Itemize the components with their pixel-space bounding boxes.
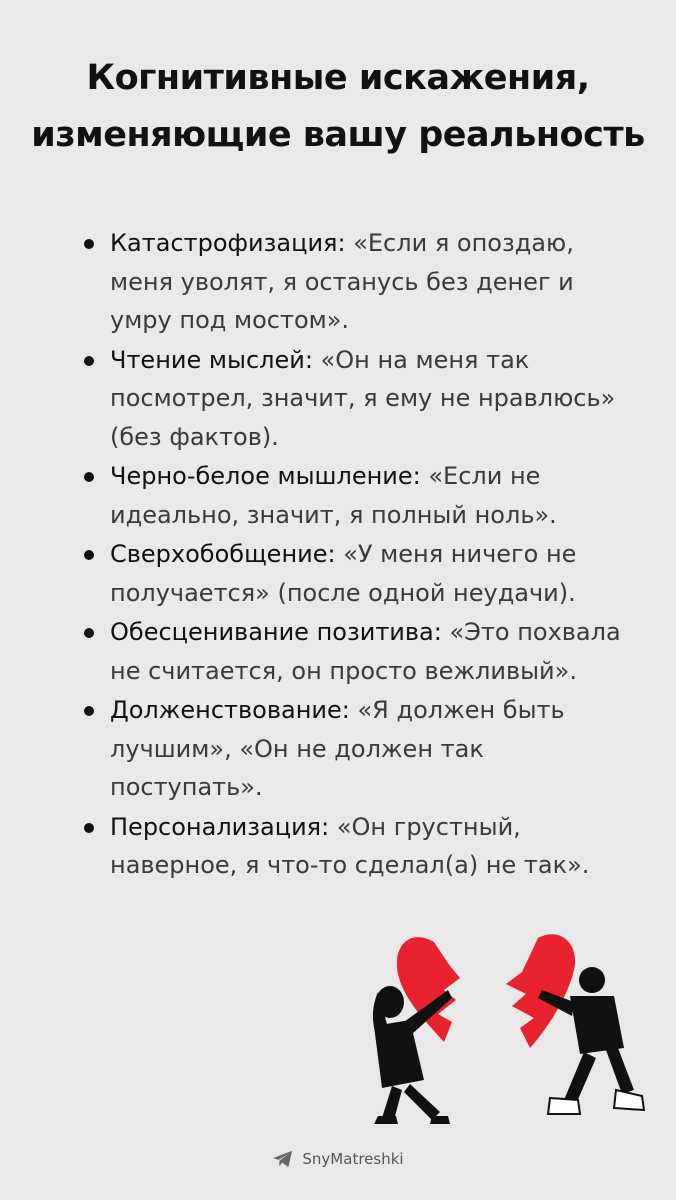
bullet [84,472,94,482]
item-term: Катастрофизация: [110,229,346,257]
sneakers-icon [548,1090,644,1114]
item-text: «Он на меня так посмотрел, значит, я ему не нравлюсь» (без фактов). [110,345,616,451]
list-item [82,613,642,690]
list-item [82,341,642,457]
bullet [84,706,94,716]
woman-figure-icon [373,986,452,1124]
item-term: Персонализация: [110,812,330,841]
bullet [84,239,94,249]
bullet [84,823,94,833]
item-text: «Я должен быть лучшим», «Он не должен так поступать». [110,696,565,801]
item-term: Черно-белое мышление: [110,462,421,490]
heart-half-right-icon [506,934,575,1048]
telegram-icon[interactable] [272,1150,294,1168]
footer [0,1150,676,1168]
item-term: Обесценивание позитива: [110,618,442,646]
broken-heart-illustration [352,930,652,1130]
bullet [84,550,94,560]
bullet [84,356,94,366]
list-item [82,691,642,807]
list-item [82,457,642,534]
title-line-2: изменяющие вашу реальность [31,115,645,155]
item-term: Долженствование: [110,696,350,724]
list-item [82,535,642,612]
bullet [84,628,94,638]
distortions-list [82,224,642,886]
list-item [82,224,642,340]
item-text: «Это похвала не считается, он просто вежливый». [110,618,621,685]
title-line-1: Когнитивные искажения, [86,58,590,98]
item-text: «Если я опоздаю, меня уволят, я останусь без денег и умру под мостом». [110,229,574,334]
item-term: Чтение мыслей: [110,345,313,374]
item-text: «У меня ничего не получается» (после одной неудачи). [110,540,577,607]
item-text: «Если не идеально, значит, я полный ноль». [110,462,557,529]
footer-handle[interactable]: SnyMatreshki [302,1150,404,1168]
list-item [82,808,642,885]
page-title [0,50,676,164]
item-term: Сверхобобщение: [110,540,336,568]
item-text: «Он грустный, наверное, я что-то сделал(а) не так». [110,812,590,879]
